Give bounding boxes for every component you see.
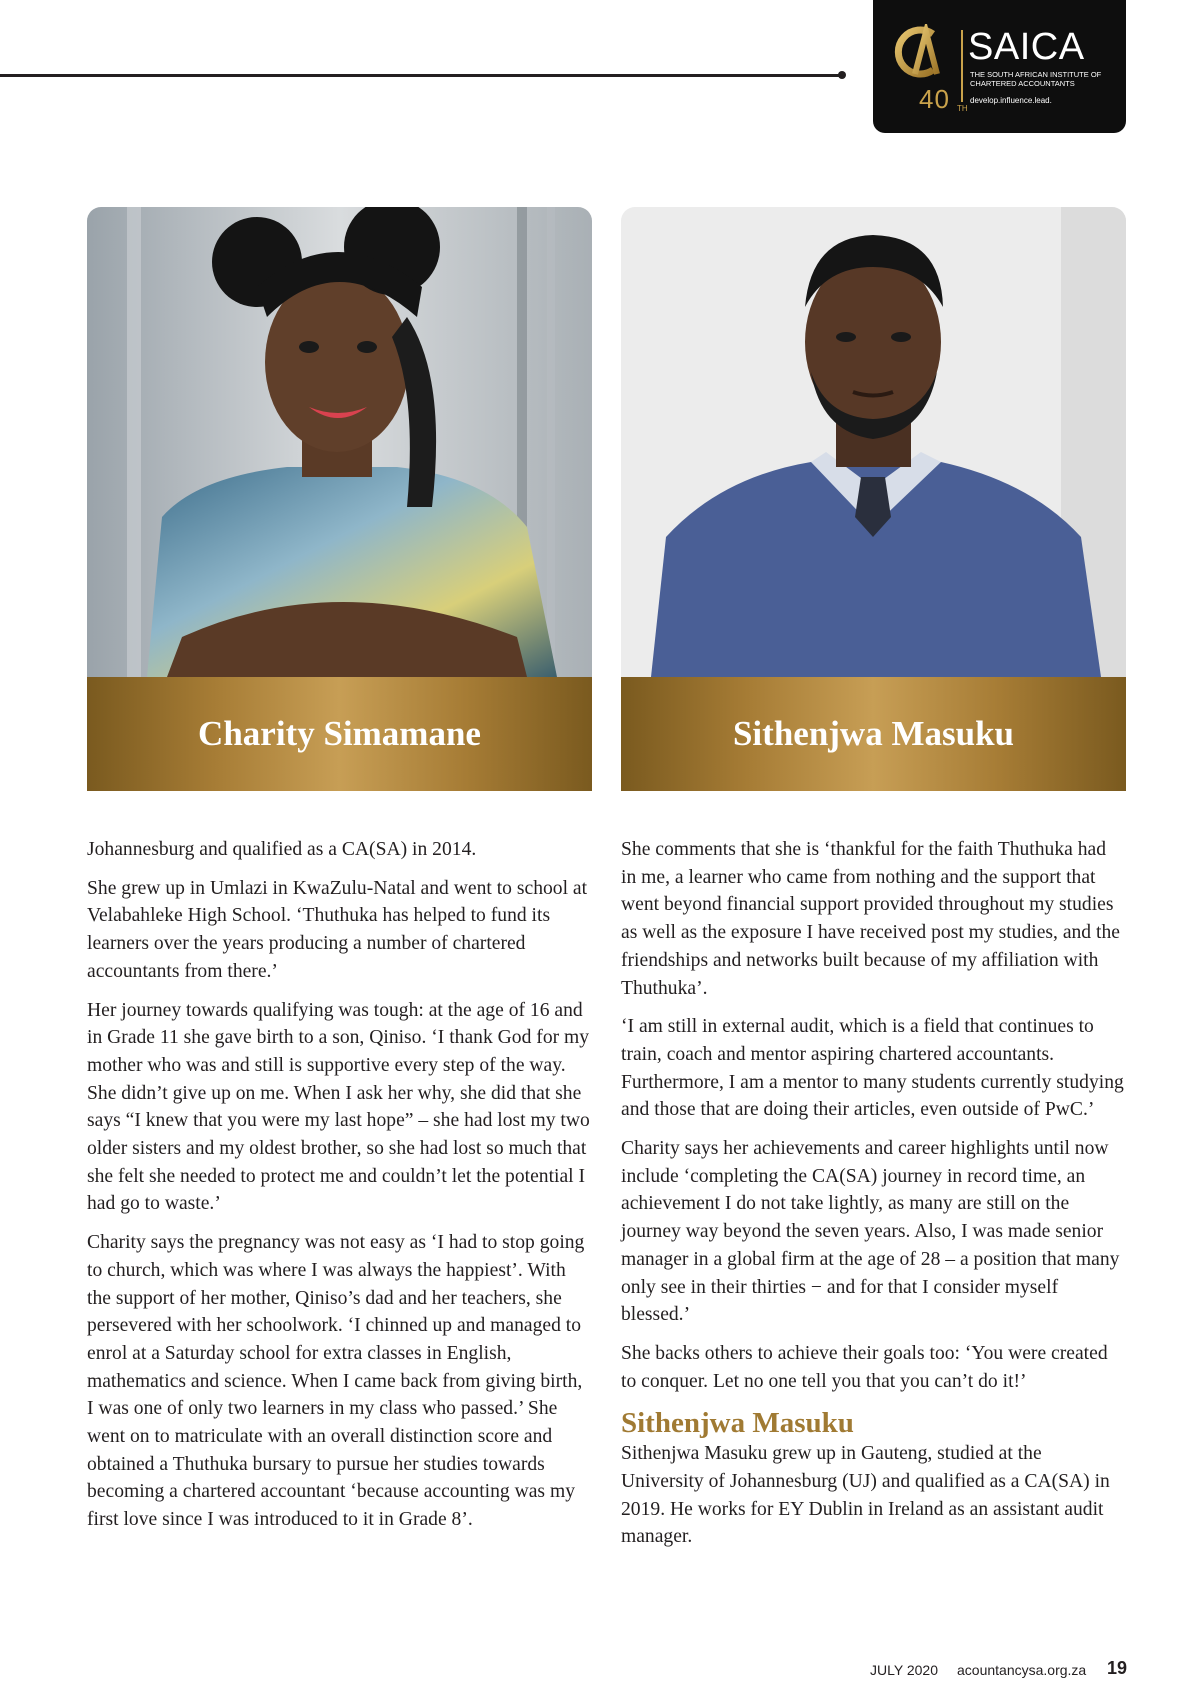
photo-charity-simamane	[87, 207, 592, 677]
paragraph: Her journey towards qualifying was tough: at the age of 16 and in Grade 11 she gave birth to a son, Qiniso. ‘I thank God for my mother who was and still is supportive every step of the way. She didn’t give up on me. When I ask her why, she did that she says “I knew that you were my last hope” – she had lost my two older sisters and my oldest brother, so she had lost so much that she felt she needed to protect me and couldn’t let the potential I had go to waste.’	[87, 999, 590, 1215]
saica-logo	[873, 0, 1126, 133]
profile-name: Sithenjwa Masuku	[732, 714, 1015, 753]
logo-subtitle: THE SOUTH AFRICAN INSTITUTE OF CHARTERED ACCOUNTANTS	[970, 70, 1102, 88]
paragraph: Johannesburg and qualified as a CA(SA) in 2014.	[87, 839, 477, 860]
paragraph: Charity says her achievements and career highlights until now include ‘completing the CA(SA) journey in record time, an achievement I do not take lightly, as many are still on the journey way beyond the seven years. Also, I was made senior manager in a global firm at the age of 28 – a position that many only see in their thirties − and for that I consider myself blessed.’	[621, 1138, 1120, 1326]
logo-divider	[961, 30, 963, 102]
nameplate-charity	[87, 677, 592, 791]
article-column-left	[87, 836, 592, 1545]
article-column-right	[621, 836, 1126, 1562]
profile-card-charity	[87, 207, 592, 791]
anniversary-number: 40	[919, 84, 950, 114]
paragraph: ‘I am still in external audit, which is a field that continues to train, coach and mentor aspiring chartered accountants. Furthermore, I am a mentor to many students currently studying and those that are doing their articles, even outside of PwC.’	[621, 1016, 1124, 1121]
paragraph: She backs others to achieve their goals too: ‘You were created to conquer. Let no one tell you that you can’t do it!’	[621, 1342, 1108, 1392]
nameplate-sithenjwa	[621, 677, 1126, 791]
header-rule	[0, 74, 843, 77]
photo-sithenjwa-masuku	[621, 207, 1126, 677]
footer-date: JULY 2020	[870, 1662, 938, 1678]
page-number: 19	[1107, 1658, 1128, 1678]
anniversary-suffix: TH	[957, 104, 968, 113]
paragraph: She comments that she is ‘thankful for the faith Thuthuka had in me, a learner who came from nothing and the support that went beyond financial support provided throughout my studies as well as the exposure I have received post my studies, and the friendships and networks built because of my affiliation with Thuthuka’.	[621, 839, 1120, 999]
ca-monogram-icon	[893, 24, 949, 80]
paragraph: She grew up in Umlazi in KwaZulu-Natal and went to school at Velabahleke High School. ‘Thuthuka has helped to fund its learners over the years producing a number of chartered accountants from there.’	[87, 877, 588, 982]
paragraph: Sithenjwa Masuku grew up in Gauteng, studied at the University of Johannesburg (UJ) and qualified as a CA(SA) in 2019. He works for EY Dublin in Ireland as an assistant audit manager.	[621, 1443, 1110, 1548]
footer-website: acountancysa.org.za	[957, 1662, 1087, 1678]
header-rule-dot	[838, 71, 846, 79]
section-heading: Sithenjwa Masuku	[621, 1407, 854, 1440]
paragraph: Charity says the pregnancy was not easy as ‘I had to stop going to church, which was where I was always the happiest’. With the support of her mother, Qiniso’s dad and her teachers, she persevered with her schoolwork. ‘I chinned up and managed to enrol at a Saturday school for extra classes in English, mathematics and science. When I came back from giving birth, I was one of only two learners in my class who passed.’ She went on to matriculate with an overall distinction score and obtained a Thuthuka bursary to pursue her studies towards becoming a chartered accountant ‘because accounting was my first love since I was introduced to it in Grade 8’.	[87, 1232, 585, 1531]
profile-card-sithenjwa	[621, 207, 1126, 791]
logo-tagline: develop.influence.lead.	[970, 96, 1052, 105]
logo-name: SAICA	[968, 26, 1085, 68]
profile-name: Charity Simamane	[198, 714, 481, 753]
